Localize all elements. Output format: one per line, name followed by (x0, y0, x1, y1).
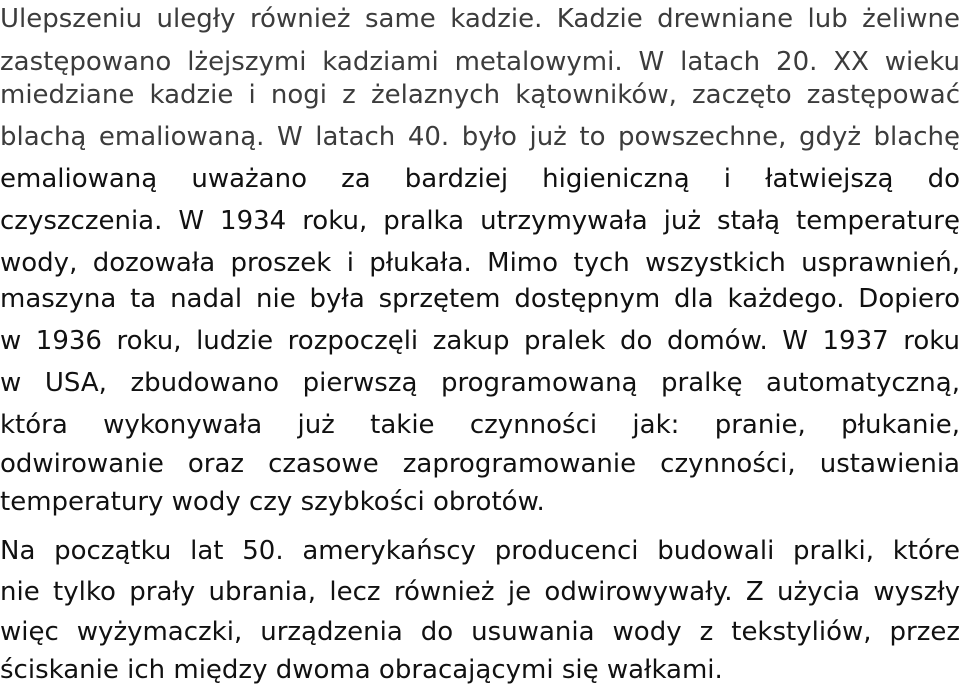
paragraph-line: czyszczenia. W 1934 roku, pralka utrzymywała już stałą temperaturę (0, 206, 960, 236)
paragraph-line: zastępowano lżejszymi kadziami metalowymi. W latach 20. XX wieku (0, 47, 960, 77)
paragraph-line: odwirowanie oraz czasowe zaprogramowanie czynności, ustawienia (0, 449, 960, 479)
paragraph-line: więc wyżymaczki, urządzenia do usuwania wody z tekstyliów, przez (0, 617, 960, 647)
paragraph-line: maszyna ta nadal nie była sprzętem dostępnym dla każdego. Dopiero (0, 284, 960, 314)
paragraph-line: Ulepszeniu uległy również same kadzie. Kadzie drewniane lub żeliwne (0, 4, 960, 34)
paragraph-line: nie tylko prały ubrania, lecz również je odwirowywały. Z użycia wyszły (0, 577, 960, 607)
paragraph-line: w USA, zbudowano pierwszą programowaną pralkę automatyczną, (0, 368, 960, 398)
paragraph-line: blachą emaliowaną. W latach 40. było już to powszechne, gdyż blachę (0, 122, 960, 152)
paragraph-line: Na początku lat 50. amerykańscy producenci budowali pralki, które (0, 536, 960, 566)
paragraph-line: która wykonywała już takie czynności jak: pranie, płukanie, (0, 410, 960, 440)
paragraph-line: emaliowaną uważano za bardziej higieniczną i łatwiejszą do (0, 164, 960, 194)
paragraph-line: wody, dozowała proszek i płukała. Mimo tych wszystkich usprawnień, (0, 248, 960, 278)
paragraph-line: temperatury wody czy szybkości obrotów. (0, 487, 545, 517)
paragraph-line: miedziane kadzie i nogi z żelaznych kątowników, zaczęto zastępować (0, 80, 960, 110)
paragraph-line: w 1936 roku, ludzie rozpoczęli zakup pralek do domów. W 1937 roku (0, 326, 960, 356)
paragraph-line: ściskanie ich między dwoma obracającymi się wałkami. (0, 655, 723, 685)
